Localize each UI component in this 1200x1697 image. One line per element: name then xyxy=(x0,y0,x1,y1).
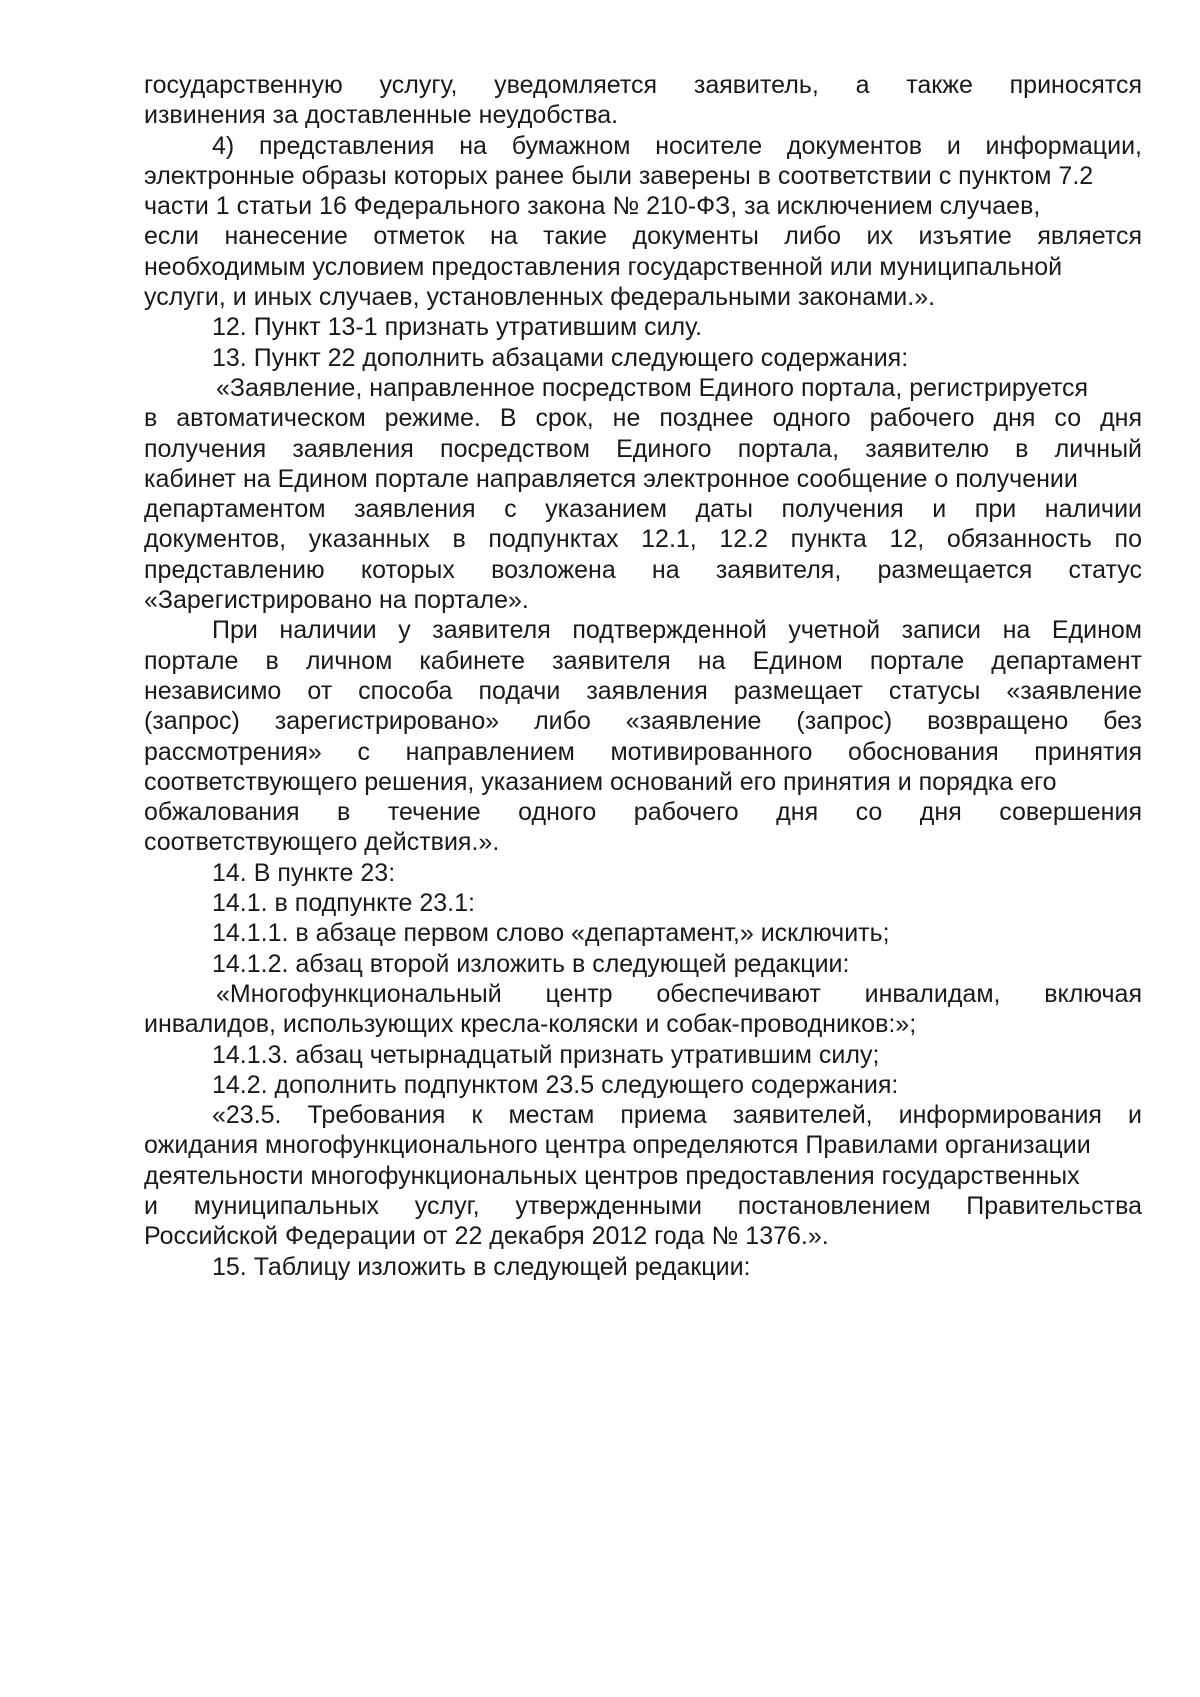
text-line: «Многофункциональный центр обеспечивают инвалидам, включая xyxy=(216,979,1142,1008)
text-line: «Зарегистрировано на портале». xyxy=(144,586,529,615)
text-line: в автоматическом режиме. В срок, не позднее одного рабочего дня со дня xyxy=(144,404,1142,433)
text-line: соответствующего действия.». xyxy=(144,828,500,857)
text-line: кабинет на Едином портале направляется электронное сообщение о получении xyxy=(144,464,1078,493)
text-line: 14.2. дополнить подпунктом 23.5 следующего содержания: xyxy=(212,1070,899,1099)
text-line: ожидания многофункционального центра определяются Правилами организации xyxy=(144,1131,1091,1160)
text-line: извинения за доставленные неудобства. xyxy=(144,101,619,130)
text-line: инвалидов, использующих кресла-коляски и собак-проводников:»; xyxy=(144,1010,917,1039)
text-line: если нанесение отметок на такие документы либо их изъятие является xyxy=(144,222,1142,251)
text-line: 14.1. в подпункте 23.1: xyxy=(212,889,475,918)
text-line: 14. В пункте 23: xyxy=(212,858,396,887)
text-line: 13. Пункт 22 дополнить абзацами следующего содержания: xyxy=(212,343,909,372)
text-line: документов, указанных в подпунктах 12.1, 12.2 пункта 12, обязанность по xyxy=(144,525,1142,554)
text-line: получения заявления посредством Единого портала, заявителю в личный xyxy=(144,434,1142,463)
text-line: необходимым условием предоставления государственной или муниципальной xyxy=(144,252,1063,281)
text-line: и муниципальных услуг, утвержденными постановлением Правительства xyxy=(144,1191,1142,1220)
text-line: государственную услугу, уведомляется заявитель, а также приносятся xyxy=(144,71,1142,99)
text-line: обжалования в течение одного рабочего дня со дня совершения xyxy=(144,798,1142,827)
text-line: «Заявление, направленное посредством Единого портала, регистрируется xyxy=(216,373,1089,402)
text-line: 14.1.1. в абзаце первом слово «департамент,» исключить; xyxy=(212,919,890,948)
text-line: При наличии у заявителя подтвержденной учетной записи на Едином xyxy=(212,616,1142,645)
text-line: соответствующего решения, указанием оснований его принятия и порядка его xyxy=(144,767,1057,796)
text-line: услуги, и иных случаев, установленных федеральными законами.». xyxy=(144,283,936,312)
text-line: портале в личном кабинете заявителя на Едином портале департамент xyxy=(144,646,1142,675)
text-line: 12. Пункт 13-1 признать утратившим силу. xyxy=(212,313,703,342)
text-line: деятельности многофункциональных центров предоставления государственных xyxy=(144,1161,1080,1190)
text-line: Российской Федерации от 22 декабря 2012 года № 1376.». xyxy=(144,1222,829,1251)
text-line: «23.5. Требования к местам приема заявителей, информирования и xyxy=(212,1101,1142,1130)
text-line: 14.1.2. абзац второй изложить в следующей редакции: xyxy=(212,949,850,978)
text-line: 15. Таблицу изложить в следующей редакции: xyxy=(212,1252,751,1281)
text-line: рассмотрения» с направлением мотивированного обоснования принятия xyxy=(144,737,1142,766)
text-line: представлению которых возложена на заявителя, размещается статус xyxy=(144,555,1142,584)
text-line: 14.1.3. абзац четырнадцатый признать утратившим силу; xyxy=(212,1040,880,1069)
document-body xyxy=(144,70,1142,1282)
text-line: департаментом заявления с указанием даты получения и при наличии xyxy=(144,495,1142,524)
text-line: (запрос) зарегистрировано» либо «заявление (запрос) возвращено без xyxy=(144,707,1142,736)
text-line: 4) представления на бумажном носителе документов и информации, xyxy=(212,131,1142,160)
text-line: электронные образы которых ранее были заверены в соответствии с пунктом 7.2 xyxy=(144,161,1094,190)
text-line: независимо от способа подачи заявления размещает статусы «заявление xyxy=(144,676,1142,705)
text-line: части 1 статьи 16 Федерального закона № 210-ФЗ, за исключением случаев, xyxy=(144,192,1041,221)
